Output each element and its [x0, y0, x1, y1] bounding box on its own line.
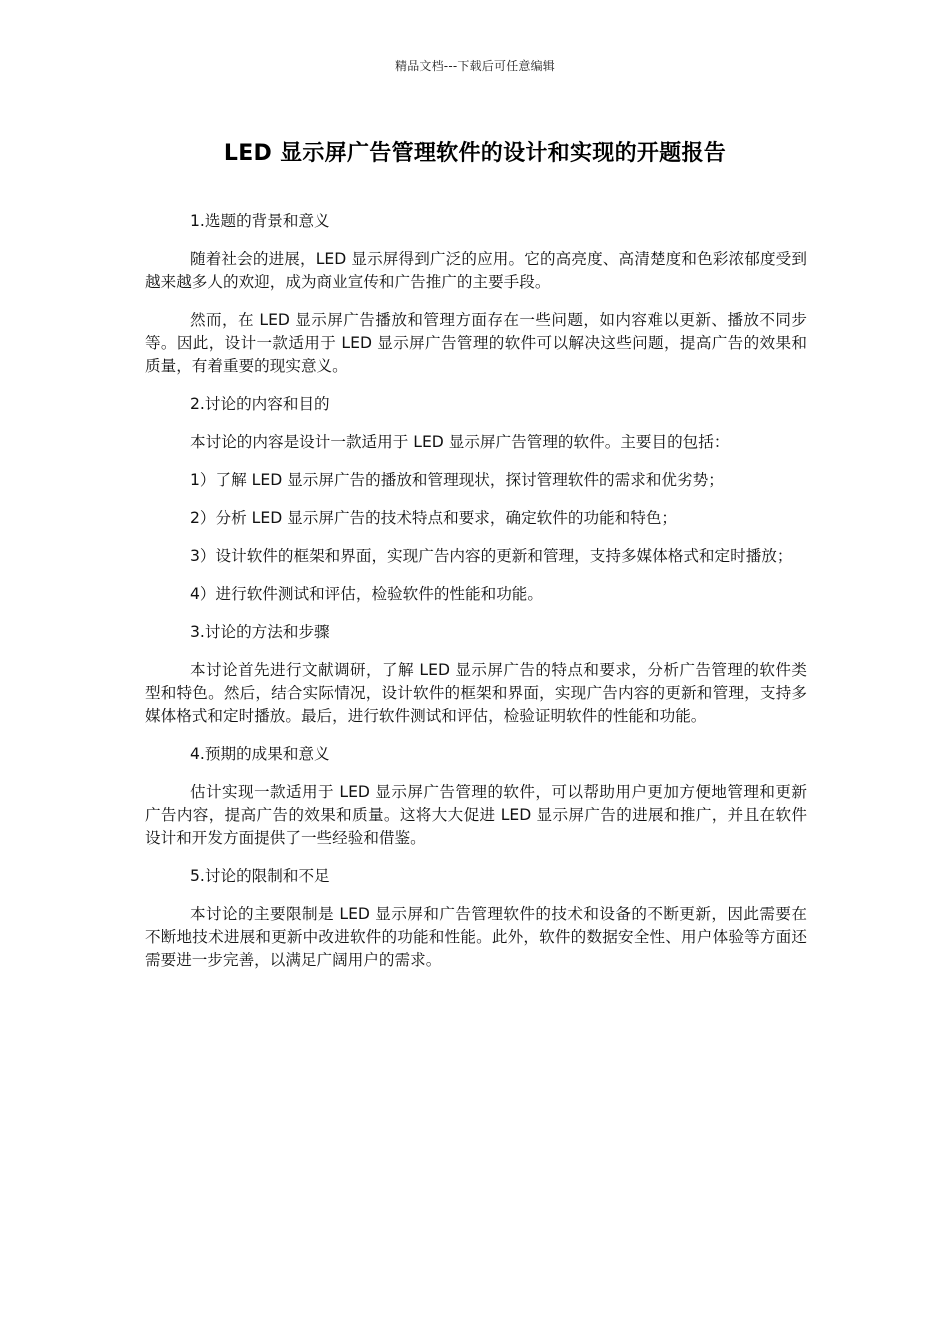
list-item-goal-3: 3）设计软件的框架和界面，实现广告内容的更新和管理，支持多媒体格式和定时播放； [190, 547, 793, 565]
paragraph-background-2: 然而，在 LED 显示屏广告播放和管理方面存在一些问题，如内容难以更新、播放不同步等。因此，设计一款适用于 LED 显示屏广告管理的软件可以解决这些问题，提高广告的效果和质量，有着重要的现实意义。 [145, 311, 807, 375]
paragraph-background-1: 随着社会的进展，LED 显示屏得到广泛的应用。它的高亮度、高清楚度和色彩浓郁度受到越来越多人的欢迎，成为商业宣传和广告推广的主要手段。 [145, 250, 807, 291]
list-item-goal-2: 2）分析 LED 显示屏广告的技术特点和要求，确定软件的功能和特色； [190, 509, 678, 527]
paragraph-content-intro: 本讨论的内容是设计一款适用于 LED 显示屏广告管理的软件。主要目的包括： [190, 433, 730, 451]
section-heading-results: 4.预期的成果和意义 [190, 745, 330, 763]
document-body [145, 210, 807, 987]
header-note: 精品文档---下载后可任意编辑 [395, 59, 555, 73]
section-heading-background: 1.选题的背景和意义 [190, 212, 330, 230]
paragraph-limits: 本讨论的主要限制是 LED 显示屏和广告管理软件的技术和设备的不断更新，因此需要在不断地技术进展和更新中改进软件的功能和性能。此外，软件的数据安全性、用户体验等方面还需要进一步完善，以满足广阔用户的需求。 [145, 905, 807, 969]
document-title: LED 显示屏广告管理软件的设计和实现的开题报告 [223, 141, 727, 166]
section-heading-content: 2.讨论的内容和目的 [190, 395, 330, 413]
list-item-goal-4: 4）进行软件测试和评估，检验软件的性能和功能。 [190, 585, 543, 603]
paragraph-method: 本讨论首先进行文献调研，了解 LED 显示屏广告的特点和要求，分析广告管理的软件类型和特色。然后，结合实际情况，设计软件的框架和界面，实现广告内容的更新和管理，支持多媒体格式和定时播放。最后，进行软件测试和评估，检验证明软件的性能和功能。 [145, 661, 807, 725]
list-item-goal-1: 1）了解 LED 显示屏广告的播放和管理现状，探讨管理软件的需求和优劣势； [190, 471, 724, 489]
paragraph-results: 估计实现一款适用于 LED 显示屏广告管理的软件，可以帮助用户更加方便地管理和更新广告内容，提高广告的效果和质量。这将大大促进 LED 显示屏广告的进展和推广，并且在软件设计和开发方面提供了一些经验和借鉴。 [145, 783, 807, 847]
section-heading-limits: 5.讨论的限制和不足 [190, 867, 330, 885]
section-heading-method: 3.讨论的方法和步骤 [190, 623, 330, 641]
